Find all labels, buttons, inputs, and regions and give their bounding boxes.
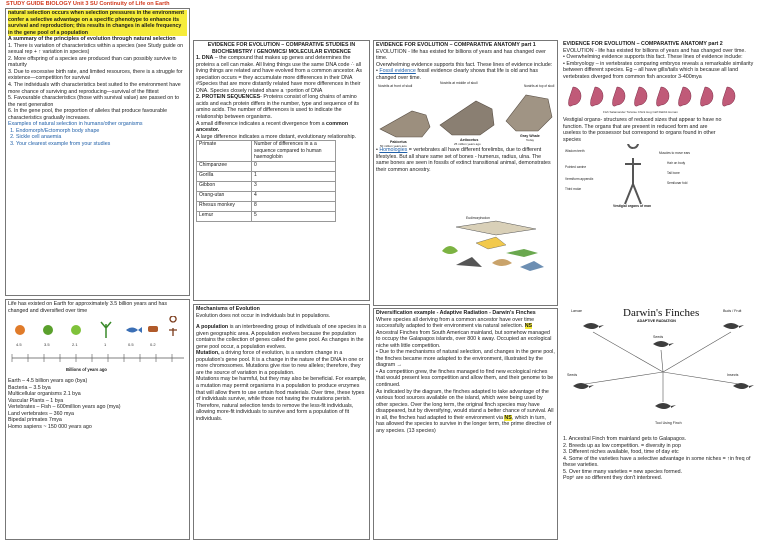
finch-point: Popⁿ are so different they don't interbreed. bbox=[563, 475, 663, 482]
table-header bbox=[197, 141, 336, 162]
fact-bacteria: Bacteria – 3.5 bya bbox=[8, 384, 51, 391]
finch-label: Seeds bbox=[567, 373, 578, 377]
timeline-figure bbox=[8, 316, 188, 378]
finch-label: Tool Using Finch bbox=[655, 421, 682, 425]
timeline-organisms bbox=[15, 316, 177, 338]
pterosaur-wing-icon bbox=[456, 221, 536, 235]
whale-flipper-icon bbox=[520, 261, 544, 271]
human-figure-icon bbox=[625, 144, 641, 204]
pakicetus-skull-icon bbox=[380, 111, 430, 137]
evidence-statement: • Overwhelming evidence supports this fact. These lines of evidence include: bbox=[563, 54, 743, 61]
earth-icon bbox=[15, 325, 25, 335]
embryo-caption: Fish Salamander Tortoise Chick Hog Calf Rabbit Human bbox=[603, 110, 678, 115]
timeline-box bbox=[5, 299, 190, 540]
table-row: Gorilla 1 bbox=[197, 171, 336, 181]
limb-label: Eudimorphodon bbox=[466, 216, 490, 220]
finch-icon bbox=[573, 383, 594, 389]
point-3: 3. Due to excessive birth rate, and limited resources, there is a struggle for existence—competition for survival bbox=[8, 68, 183, 82]
table-row: Chimpanzee 0 bbox=[197, 161, 336, 171]
table-row: Orang-utan 4 bbox=[197, 191, 336, 201]
example-item: 3. Your clearest example from your studies bbox=[16, 141, 187, 148]
vestigial-organs-figure bbox=[563, 144, 713, 208]
finch-icon bbox=[583, 323, 604, 329]
population-paragraph: A population is an interbreeding group of individuals of one species in a given geographic area. A population evolves because the population contains the collection of genes called the gene pool. As changes in the gene pool occur, a population evolves. bbox=[196, 324, 366, 350]
vestigial-label: Muscles to move ears bbox=[659, 151, 691, 156]
plant-icon bbox=[101, 322, 111, 338]
embryology-paragraph: • Embryology – in vertebrates comparing embryos reveals a remarkable similarity between different species. Eg – all have gills/tails which is because all land vertebrates diverged from common fish ancestor 3-400mya bbox=[563, 60, 754, 80]
fact-earth: Earth – 4.5 billion years ago (bya) bbox=[8, 378, 88, 385]
vestigial-label: Hair on body bbox=[667, 161, 686, 166]
evidence-statement: Overwhelming evidence supports this fact. These lines of evidence include: bbox=[376, 61, 553, 68]
dna-paragraph: 1. DNA – the compound that makes up genes and determines the proteins a cell can make. All living things use the same DNA code ∴ all living things are related and have evolved from a common ancestor. As speciation occurs = they accumulate more differences in their DNA #Species that are more distantly related have more differences in their DNA. Species closely related share a ↑portion of DNA bbox=[196, 55, 363, 94]
skull-name: Gray Whale bbox=[520, 134, 540, 139]
finch-point: 3. Different niches available, food, time of day etc bbox=[563, 449, 679, 456]
frog-limb-icon bbox=[442, 246, 458, 254]
diversification-box bbox=[373, 308, 558, 540]
anatomy-part1-heading: EVIDENCE FOR EVOLUTION – COMPARATIVE ANATOMY part 1 bbox=[376, 42, 536, 48]
darwins-finches-figure bbox=[563, 302, 763, 436]
embryo-icon bbox=[701, 87, 714, 106]
finch-bullet-2: • As competition grew, the finches managed to find new ecological niches that would present less competition and allow them, and their genome to be continued. bbox=[376, 368, 554, 389]
finch-point: 5. Over time many varieties = new species formed. bbox=[563, 468, 683, 475]
table-row: Gibbon 3 bbox=[197, 181, 336, 191]
fact-homo-sapiens: Homo sapiens ~ 150 000 years ago bbox=[8, 423, 92, 430]
point-4: 4. The individuals with characteristics best suited to the environment have more chance of surviving and reproducing—survival of the fittest bbox=[8, 82, 181, 95]
finch-point: 4. Some of the varieties have a selective advantage in some niches = ↑in freq of these varieties. bbox=[563, 455, 751, 469]
skull-age: 50 million years ago bbox=[380, 144, 407, 148]
homologies-intro: • Homologies = vertebrates all have different forelimbs, due to different lifestyles. But all share same set of bones - humerus, radius, ulna. The same bones are seen in fossils of extinct transitional animal, demonstrates their common ancestry. bbox=[376, 147, 551, 173]
fact-fish: Vertebrates – Fish – 600million years ago (mya) bbox=[8, 404, 121, 411]
aetiocetus-skull-icon bbox=[440, 101, 494, 135]
fossil-paragraph: • Fossil evidence fossil evidence clearly shows that life is old and has changed over time. bbox=[376, 68, 539, 81]
adaptive-radiation-definition: Where species all deriving from a common ancestor have over time successfully adapted to their environment via natural selection. NS bbox=[376, 316, 535, 330]
vestigial-label: Semilunar fold bbox=[667, 181, 688, 186]
finch-point: 1. Ancestral Finch from mainland gets to Galapagos. bbox=[563, 436, 687, 442]
table-row: Lemur 5 bbox=[197, 211, 336, 221]
multicellular-icon bbox=[71, 325, 81, 335]
homologous-limbs-figure bbox=[436, 213, 556, 273]
skull-name: Pakicetus bbox=[390, 140, 407, 145]
finch-label: Seeds bbox=[653, 335, 664, 339]
embryo-icon bbox=[723, 87, 736, 106]
finch-subtitle: ADAPTIVE RADIATION bbox=[637, 319, 676, 323]
fact-multicellular: Multicellular organisms 2.1 bya bbox=[8, 391, 81, 398]
embryo-icon bbox=[679, 87, 692, 106]
fact-vascular-plants: Vascular Plants – 1 bya bbox=[8, 397, 64, 404]
finch-label: Buds / Fruit bbox=[723, 309, 742, 313]
finch-icon bbox=[723, 323, 744, 329]
timeline-tick: 3.5 bbox=[44, 342, 50, 348]
finch-icon bbox=[653, 341, 674, 347]
diversification-heading: Diversification example - Adaptive Radiation - Darwin's Finches bbox=[376, 310, 536, 316]
point-5: 5. Favourable characteristics (those with survival value) are passed on to the next generation bbox=[8, 95, 180, 108]
point-2: 2. More offspring of a species are produced than can possibly survive to maturity bbox=[8, 55, 177, 69]
protein-paragraph: 2. PROTEIN SEQUENCES- Proteins consist of long chains of amino acids and each protein differs in the number, type and sequence of its amino acids. The number of differences is used to indicate the relationship between organisms. bbox=[196, 94, 360, 121]
vestigial-label: Third molar bbox=[565, 187, 582, 192]
timeline-axis bbox=[12, 342, 184, 372]
table-row: Rhesus monkey 8 bbox=[197, 201, 336, 211]
vestigial-caption: Vestigial organs of man bbox=[613, 204, 652, 209]
timeline-tick: 1 bbox=[104, 342, 107, 348]
embryo-icon bbox=[657, 87, 670, 106]
biochem-evidence bbox=[193, 40, 370, 301]
haemoglobin-table bbox=[196, 140, 336, 222]
fact-land-vertebrates: Land vertebrates – 360 mya bbox=[8, 410, 74, 417]
timeline-axis-label: Billions of years ago bbox=[66, 367, 107, 373]
anatomy-part1-box bbox=[373, 40, 558, 306]
skull-label: Nostrils at top of skull bbox=[524, 84, 555, 89]
natural-selection-definition: natural selection occurs when selection pressures in the environment confer a selective advantage on a specific phenotype to enhance its survival and reproduction; this results in changes in allele frequency in the gene pool of a population bbox=[8, 10, 187, 36]
example-item: 1. Endomorph/Ectomorph body shape bbox=[16, 128, 187, 135]
vestigial-label: Pointed canine bbox=[565, 165, 587, 170]
skull-label: Nostrils at front of skull bbox=[378, 84, 413, 89]
gray-whale-skull-icon bbox=[506, 95, 552, 131]
primate-icon bbox=[169, 316, 177, 336]
lizard-icon bbox=[506, 249, 538, 257]
summary-heading: A summary of the principles of evolution through natural selection bbox=[8, 36, 176, 43]
skull-age: 25 million years ago bbox=[454, 142, 481, 147]
anatomy-part2-box bbox=[561, 40, 764, 298]
point-1: 1. There is variation of characteristics within a species (see Study guide on sexual rep + ↑ variation in species) bbox=[8, 42, 184, 56]
fact-bipedal: Bipedal primates 7mya bbox=[8, 417, 62, 424]
mechanisms-heading: Mechanisms of Evolution bbox=[196, 306, 260, 312]
mechanisms-box bbox=[193, 304, 370, 540]
finch-bullet-1: • Due to the mechanisms of natural selection, and changes in the gene pool, the finches became more adapted to the environment, illustrated by the diagram → bbox=[376, 349, 555, 369]
finch-label: Insects bbox=[727, 373, 739, 377]
page-title: STUDY GUIDE BIOLOGY Unit 3 SU Continuity of Life on Earth bbox=[6, 1, 170, 7]
timeline-tick: 0.5 bbox=[128, 342, 134, 348]
embryos-figure bbox=[563, 81, 763, 115]
finch-point: 2. Breeds up as low competition. = diversity in pop bbox=[563, 442, 681, 449]
mutation-paragraph: Mutation, a driving force of evolution, is a random change in a population's gene pool. It is a change in the nature of the DNA in one or more chromosomes. Mutations give rise to new alleles; therefore, they are the source of variation in a population. bbox=[196, 350, 364, 376]
mechanisms-intro: Evolution does not occur in individuals but in populations. bbox=[196, 312, 331, 319]
finch-icon bbox=[733, 383, 754, 389]
whale-skulls-figure bbox=[376, 81, 556, 147]
point-6: 6. In the gene pool, the proportion of alleles that produce favourable characteristics gradually increases. bbox=[8, 108, 168, 121]
skull-label: Nostrils at middle of skull bbox=[440, 81, 478, 86]
mutation-effects: Mutations may be harmful, but they may also be beneficial. For example, a mutation may permit organisms in a population to produce enzymes that will allow them to use certain food materials. Over time, these types of individuals survive, while those not having the mutations perish. Therefore, natural selection tends to remove the less-fit individuals, allowing more-fit individuals to survive and form a population of fit individuals. bbox=[196, 376, 367, 422]
ancestral-finches: Ancestral Finches from South American mainland, but somehow managed to occupy the Galapagos islands, over 800 k away. Occupied an ecological niche with little competition. bbox=[376, 329, 552, 349]
embryo-icon bbox=[635, 87, 648, 106]
table-header-cell: Primate bbox=[197, 141, 252, 162]
small-difference: A small difference indicates a recent divergence from a common ancestor. bbox=[196, 120, 349, 134]
finch-icon bbox=[655, 403, 676, 409]
vestigial-label: Wisdom teeth bbox=[565, 149, 585, 154]
vestigial-paragraph: Vestigial organs- structures of reduced sizes that appear to have no function. The organs that are present in reduced form and are useless to the possessor but correspond to organs found in other species bbox=[563, 117, 722, 143]
large-difference: A large difference indicates a more distant, evolutionary relationship. bbox=[196, 133, 357, 140]
embryo-icon bbox=[613, 87, 626, 106]
table-header-cell: Number of differences in a a sequence compared to human haemoglobin bbox=[252, 141, 336, 162]
finch-title: Darwin's Finches bbox=[623, 307, 700, 319]
cat-icon bbox=[492, 259, 512, 266]
bacteria-icon bbox=[43, 325, 53, 335]
finches-box bbox=[561, 301, 764, 540]
biochem-heading: EVIDENCE FOR EVOLUTION – COMPARATIVE STUDIES IN BIOCHEMISTRY / GENOMICS/ MOLECULAR EVIDENCE bbox=[207, 42, 356, 55]
evolution-statement: EVOLUTION - life has existed for billions of years and has changed over time. bbox=[376, 48, 546, 62]
vestigial-label: Vermiform appendix bbox=[565, 177, 594, 182]
examples-list bbox=[8, 128, 187, 148]
timeline-tick: 4.5 bbox=[16, 342, 22, 348]
example-item: 2. Sickle cell anaemia bbox=[16, 134, 187, 141]
timeline-intro: Life has existed on Earth for approximately 3.5 billion years and has changed and diversified over time bbox=[8, 301, 167, 314]
examples-heading: Examples of natural selection in humans/other organisms bbox=[8, 121, 143, 128]
embryo-icon bbox=[569, 87, 582, 106]
land-vertebrate-icon bbox=[148, 326, 158, 332]
anatomy-part2-heading: EVIDENCE FOR EVOLUTION – COMPARATIVE ANATOMY part 2 bbox=[563, 41, 723, 47]
timeline-tick: 0.2 bbox=[150, 342, 156, 348]
vestigial-label: Tail bone bbox=[667, 171, 680, 176]
skull-name: Aetiocetus bbox=[460, 138, 479, 143]
timeline-tick: 2.1 bbox=[72, 342, 78, 348]
finch-conclusion: As indicated by the diagram, the finches adapted to take advantage of the various food sources available on the island, which were being used by other species. Over the long term, the original finch species may have disappeared, but by diversifying, would stand a better chance of survival. All in all, the finches had adapted to their environment via NS, which in turn, has allowed the species to survive in the longer term, the prime directive of any species. (13 species) bbox=[376, 388, 554, 434]
bird-wing-icon bbox=[476, 237, 506, 249]
evolution-statement: EVOLUTION - life has existed for billions of years and has changed over time. bbox=[563, 47, 746, 54]
natural-selection-box bbox=[5, 8, 190, 296]
skull-age: Today bbox=[526, 138, 535, 143]
embryo-icon bbox=[591, 87, 604, 106]
finch-label: Larvae bbox=[571, 309, 582, 313]
fish-icon bbox=[126, 327, 142, 333]
bat-wing-icon bbox=[456, 257, 482, 267]
